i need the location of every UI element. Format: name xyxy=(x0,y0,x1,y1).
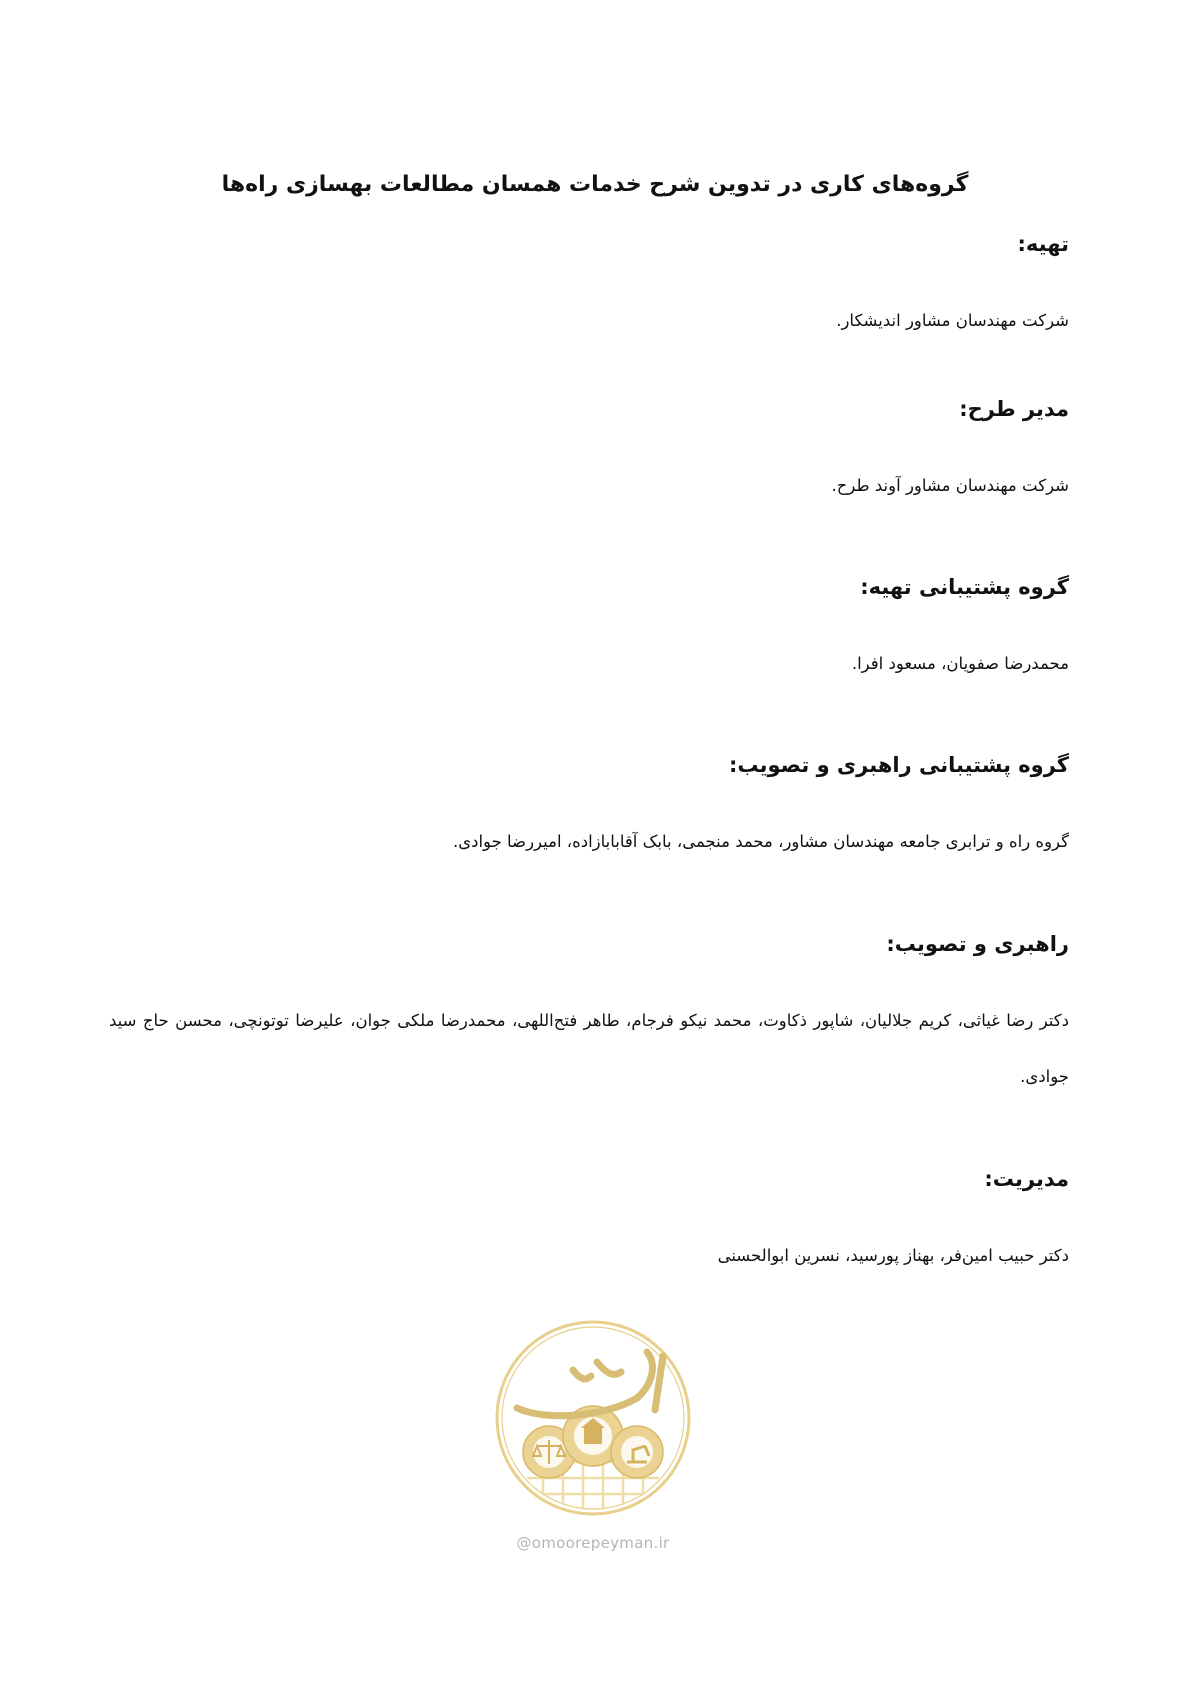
section-heading: مدیر طرح: xyxy=(959,397,1069,421)
section-management xyxy=(109,1164,1069,1284)
section-heading: تهیه: xyxy=(1017,232,1069,256)
section-heading: مدیریت: xyxy=(984,1167,1069,1191)
section-project-manager xyxy=(109,394,1069,514)
watermark-caption: @omoorepeyman.ir xyxy=(516,1534,670,1552)
section-support-team xyxy=(109,572,1069,692)
watermark-emblem-icon xyxy=(487,1312,699,1524)
section-text: شرکت مهندسان مشاور آوند طرح. xyxy=(831,476,1069,495)
section-prepared-by xyxy=(109,229,1069,349)
section-text: دکتر حبیب امین‌فر، بهناز پورسید، نسرین ابوالحسنی xyxy=(717,1246,1069,1265)
section-text: محمدرضا صفویان، مسعود افرا. xyxy=(851,654,1069,673)
page-title: گروه‌های کاری در تدوین شرح خدمات همسان مطالعات بهسازی راه‌ها xyxy=(221,172,969,197)
section-text: شرکت مهندسان مشاور اندیشکار. xyxy=(836,311,1069,330)
section-steering-approval xyxy=(109,929,1069,1105)
watermark-logo xyxy=(487,1312,699,1552)
section-heading: راهبری و تصویب: xyxy=(886,932,1069,956)
section-steering-support-team xyxy=(109,750,1069,870)
section-text: دکتر رضا غیاثی، کریم جلالیان، شاپور ذکاوت، محمد نیکو فرجام، طاهر فتح‌اللهی، محمدرضا ملکی جوان، علیرضا توتونچی، محسن حاج سید جوادی. xyxy=(109,1011,1069,1086)
section-heading: گروه پشتیبانی تهیه: xyxy=(860,575,1069,599)
section-heading: گروه پشتیبانی راهبری و تصویب: xyxy=(729,753,1069,777)
section-text: گروه راه و ترابری جامعه مهندسان مشاور، محمد منجمی، بابک آقابابازاده، امیررضا جوادی. xyxy=(452,832,1069,851)
